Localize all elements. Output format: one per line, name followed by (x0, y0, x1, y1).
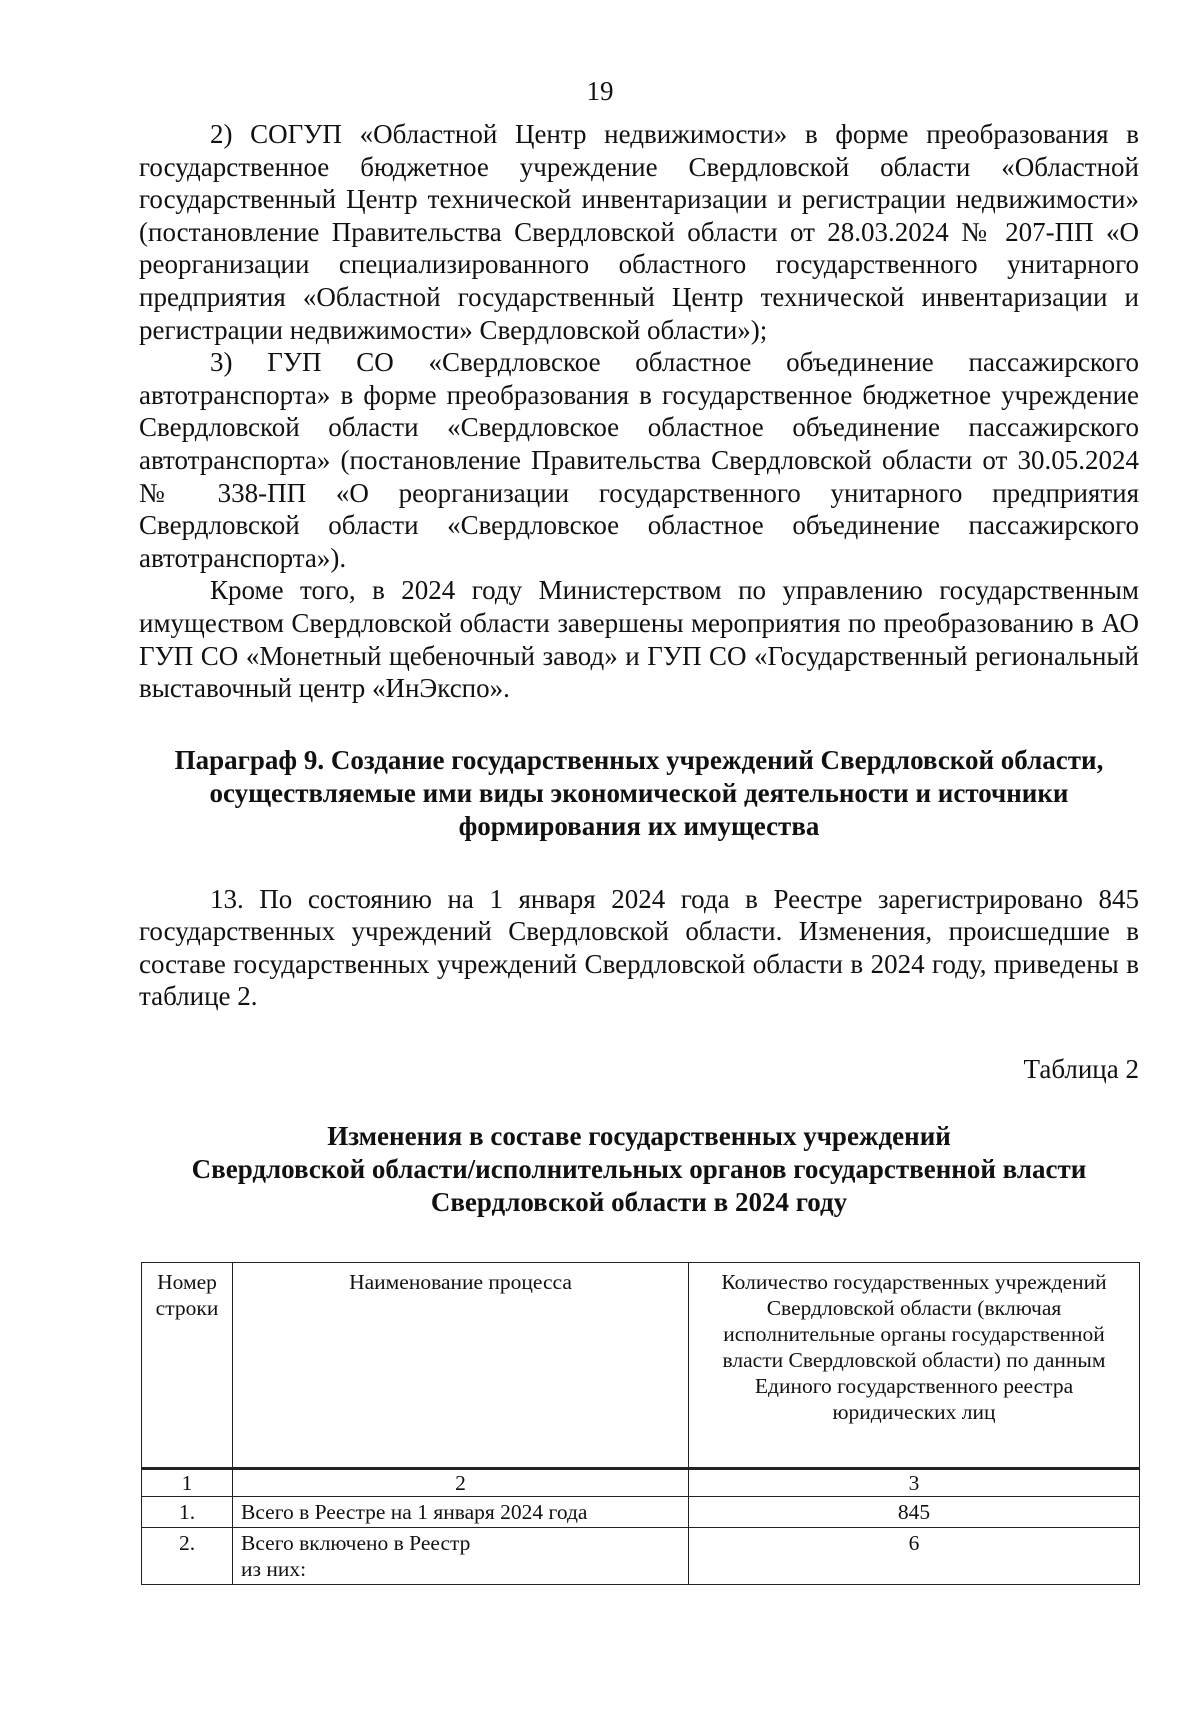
column-number-row (142, 1469, 1140, 1497)
column-number: 3 (689, 1469, 1140, 1497)
table-header-row (142, 1263, 1140, 1469)
process-note: из них: (241, 1557, 307, 1581)
paragraph-additionally: Кроме того, в 2024 году Министерством по управлению государственным имуществом Свердловской области завершены мероприятия по преобразованию в АО ГУП СО «Монетный щебеночный завод» и ГУП СО «Государственный региональный выставочный центр «ИнЭкспо». (139, 575, 1139, 704)
header-institutions-count: Количество государственных учреждений Свердловской области (включая исполнительные органы государственной власти Свердловской области) по данным Единого государственного реестра юридических лиц (689, 1263, 1140, 1469)
table-row (142, 1528, 1140, 1585)
section-heading (139, 744, 1139, 843)
process-name: Всего включено в Реестр (241, 1531, 471, 1555)
section-heading-line: формирования их имущества (458, 810, 820, 841)
section-heading-line: осуществляемые ими виды экономической деятельности и источники (209, 777, 1069, 808)
row-number: 2. (142, 1528, 233, 1585)
changes-table (141, 1262, 1140, 1585)
section-heading-line: Параграф 9. Создание государственных учреждений Свердловской области, (174, 744, 1104, 775)
count-value: 6 (689, 1528, 1140, 1585)
table-row (142, 1497, 1140, 1528)
process-name: Всего в Реестре на 1 января 2024 года (233, 1497, 689, 1528)
paragraph-13: 13. По состоянию на 1 января 2024 года в Реестре зарегистрировано 845 государственных учреждений Свердловской области. Изменения, происшедшие в составе государственных учреждений Свердловской области в 2024 году, приведены в таблице 2. (139, 883, 1139, 1012)
list-item-2: 2) СОГУП «Областной Центр недвижимости» в форме преобразования в государственное бюджетное учреждение Свердловской области «Областной государственный Центр технической инвентаризации и регистрации недвижимости» (постановление Правительства Свердловской области от 28.03.2024 № 207-ПП «О реорганизации специализированного областного государственного унитарного предприятия «Областной государственный Центр технической инвентаризации и регистрации недвижимости» Свердловской области»); (139, 119, 1139, 345)
process-name-cell (233, 1528, 689, 1585)
table-title-line: Свердловской области/исполнительных органов государственной власти (191, 1153, 1087, 1184)
page-number: 19 (586, 76, 614, 106)
row-number: 1. (142, 1497, 233, 1528)
table-title (139, 1120, 1139, 1219)
header-row-number: Номер строки (142, 1263, 233, 1469)
header-process-name: Наименование процесса (233, 1263, 689, 1469)
list-item-3: 3) ГУП СО «Свердловское областное объединение пассажирского автотранспорта» в форме преобразования в государственное бюджетное учреждение Свердловской области «Свердловское областное объединение пассажирского автотранспорта» (постановление Правительства Свердловской области от 30.05.2024 № 338-ПП «О реорганизации государственного унитарного предприятия Свердловской области «Свердловское областное объединение пассажирского автотранспорта»). (139, 347, 1139, 573)
table-label: Таблица 2 (1023, 1054, 1139, 1085)
count-value: 845 (689, 1497, 1140, 1528)
column-number: 1 (142, 1469, 233, 1497)
column-number: 2 (233, 1469, 689, 1497)
table-title-line: Свердловской области в 2024 году (430, 1186, 848, 1217)
document-body (139, 118, 1139, 1219)
table-title-line: Изменения в составе государственных учреждений (327, 1120, 951, 1151)
